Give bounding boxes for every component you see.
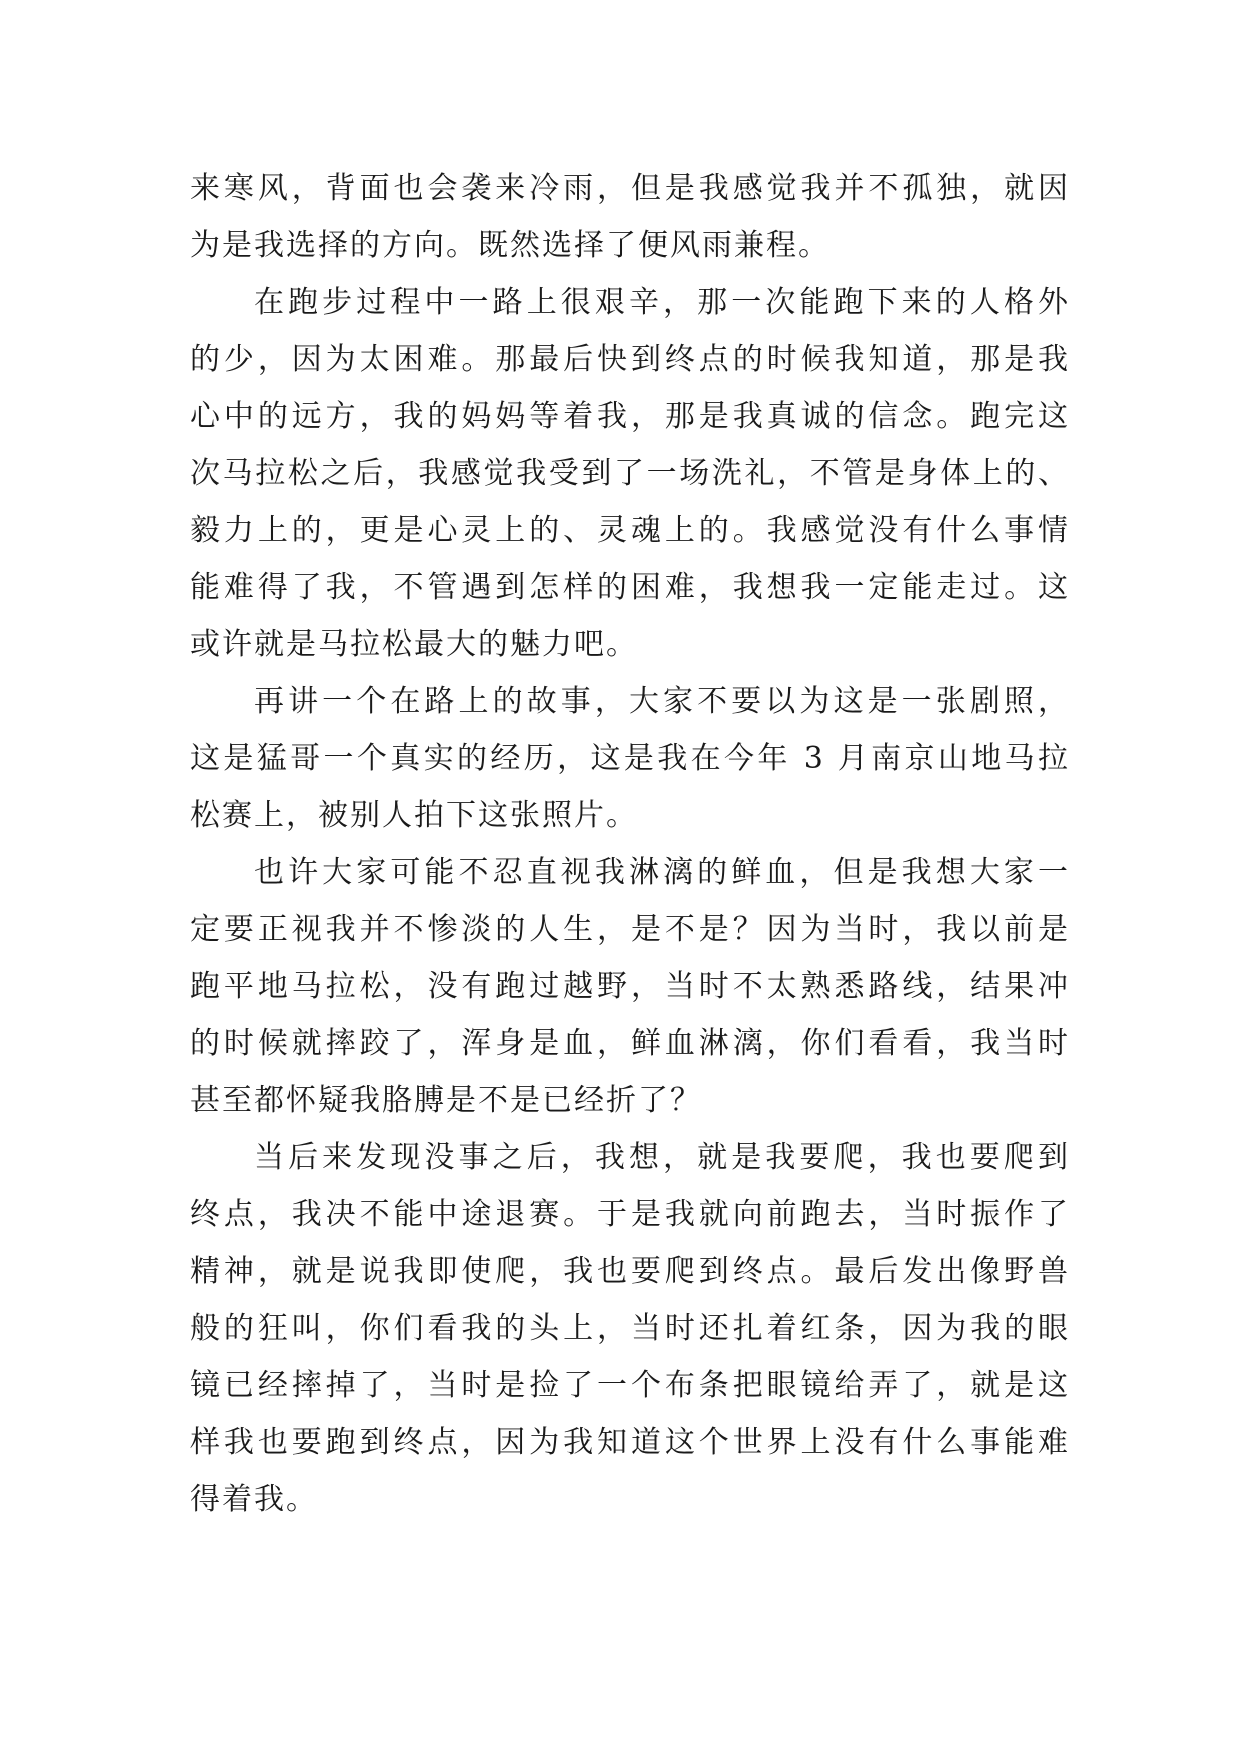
text-line: 再讲一个在路上的故事，大家不要以为这是一张剧照， — [254, 684, 1070, 719]
text-line: 次马拉松之后，我感觉我受到了一场洗礼，不管是身体上的、 — [190, 456, 1070, 491]
text-line: 来寒风，背面也会袭来冷雨，但是我感觉我并不孤独，就因 — [190, 171, 1070, 206]
paragraph-2 — [190, 274, 1070, 673]
text-line: 的少，因为太困难。那最后快到终点的时候我知道，那是我 — [190, 342, 1070, 377]
text-line: 也许大家可能不忍直视我淋漓的鲜血，但是我想大家一 — [254, 855, 1070, 890]
text-line: 的时候就摔跤了，浑身是血，鲜血淋漓，你们看看，我当时 — [190, 1026, 1070, 1061]
paragraph-5 — [190, 1129, 1070, 1528]
text-line: 得着我。 — [190, 1482, 318, 1517]
text-line: 跑平地马拉松，没有跑过越野，当时不太熟悉路线，结果冲 — [190, 969, 1070, 1004]
text-line: 心中的远方，我的妈妈等着我，那是我真诚的信念。跑完这 — [190, 399, 1070, 434]
text-line: 般的狂叫，你们看我的头上，当时还扎着红条，因为我的眼 — [190, 1311, 1070, 1346]
paragraph-3 — [190, 673, 1070, 844]
text-line: 镜已经摔掉了，当时是捡了一个布条把眼镜给弄了，就是这 — [190, 1368, 1070, 1403]
text-line: 样我也要跑到终点，因为我知道这个世界上没有什么事能难 — [190, 1425, 1070, 1460]
text-line: 定要正视我并不惨淡的人生，是不是？因为当时，我以前是 — [190, 912, 1070, 947]
text-line: 这是猛哥一个真实的经历，这是我在今年 3 月南京山地马拉 — [190, 741, 1070, 776]
text-line: 松赛上，被别人拍下这张照片。 — [190, 798, 638, 833]
paragraph-1 — [190, 160, 1070, 274]
document-body — [190, 160, 1070, 1528]
text-line: 终点，我决不能中途退赛。于是我就向前跑去，当时振作了 — [190, 1197, 1070, 1232]
text-line: 为是我选择的方向。既然选择了便风雨兼程。 — [190, 228, 830, 263]
text-line: 或许就是马拉松最大的魅力吧。 — [190, 627, 638, 662]
text-line: 在跑步过程中一路上很艰辛，那一次能跑下来的人格外 — [254, 285, 1070, 320]
text-line: 能难得了我，不管遇到怎样的困难，我想我一定能走过。这 — [190, 570, 1070, 605]
text-line: 精神，就是说我即使爬，我也要爬到终点。最后发出像野兽 — [190, 1254, 1070, 1289]
text-line: 当后来发现没事之后，我想，就是我要爬，我也要爬到 — [254, 1140, 1070, 1175]
text-line: 甚至都怀疑我胳膊是不是已经折了？ — [190, 1083, 702, 1118]
text-line: 毅力上的，更是心灵上的、灵魂上的。我感觉没有什么事情 — [190, 513, 1070, 548]
paragraph-4 — [190, 844, 1070, 1129]
